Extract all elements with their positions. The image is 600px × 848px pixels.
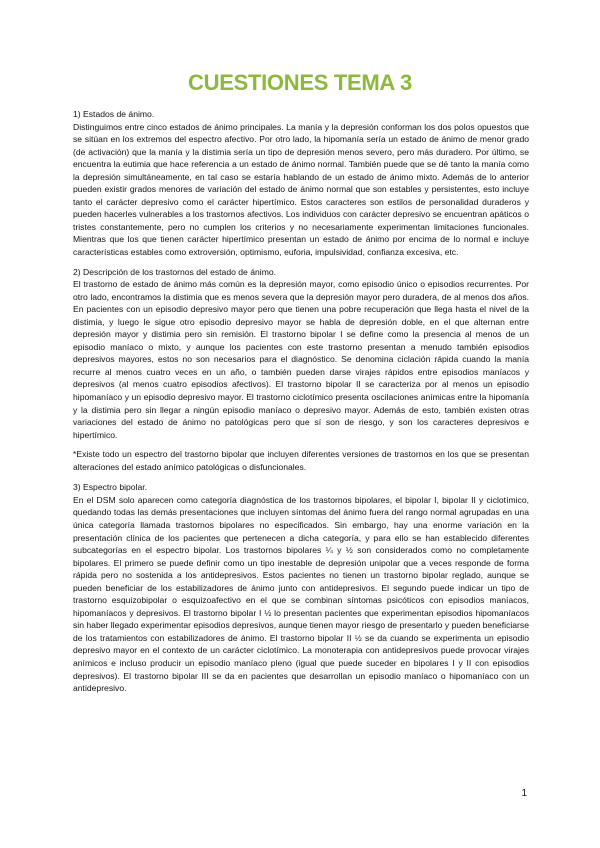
section-estados-de-animo <box>73 108 529 259</box>
section-descripcion-trastornos <box>73 266 529 442</box>
section-heading: 3) Espectro bipolar. <box>73 482 148 493</box>
note-paragraph: *Existe todo un espectro del trastorno bipolar que incluyen diferentes versiones de trastornos en los que se presentan alteraciones del estado anímico patológicas o disfuncionales. <box>73 449 529 472</box>
section-paragraph: En el DSM solo aparecen como categoría diagnóstica de los trastornos bipolares, el bipolar I, bipolar II y ciclotímico, quedando todas las demás presentaciones que incluyen síntomas del ánimo fuera del rango normal agrupadas en una única categoría llamada trastornos bipolares no especificados. Sin embargo, hay una enorme variación en la presentación clínica de los pacientes que pertenecen a dicha categoría, y para ello se han establecido diferentes subcategorías en el espectro bipolar. Los trastornos bipolares ¼ y ½ son considerados como no completamente bipolares. El primero se puede definir como un tipo inestable de depresión unipolar que a veces responde de forma rápida pero no sostenida a los antidepresivos. Estos pacientes no tienen un trastorno bipolar reglado, aunque se pueden beneficiar de los estabilizadores de ánimo junto con antidepresivos. El segundo puede indicar un tipo de trastorno esquizobipolar o esquizoafectivo en el que se combinan síntomas psicóticos con episodios maníacos, hipomaníacos y depresivos. El trastorno bipolar I ½ lo presentan pacientes que experimentan episodios hipomaníacos sin haber llegado experimentar episodios depresivos, aunque tienen mayor riesgo de presentarlo y pueden beneficiarse de los tratamientos con estabilizadores de ánimo. El trastorno bipolar II ½ se da cuando se experimenta un episodio depresivo mayor en el contexto de un carácter ciclotímico. La monoterapia con antidepresivos puede provocar virajes anímicos e incluso producir un episodio maníaco pleno (igual que puede suceder en bipolares I y II con episodios depresivos). El trastorno bipolar III se da en pacientes que desarrollan un episodio maníaco o hipomaníaco con un antidepresivo. <box>73 494 529 694</box>
document-body <box>73 108 529 702</box>
section-heading: 1) Estados de ánimo. <box>73 109 155 119</box>
page-number: 1 <box>521 788 527 799</box>
section-paragraph: Distinguimos entre cinco estados de ánimo principales. La manía y la depresión conforman los dos polos opuestos que se sitúan en los extremos del espectro afectivo. Por otro lado, la hipomanía sería un estado de ánimo de menor grado (de activación) que la manía y la distimia sería un tipo de depresión menos severo, pero más duradero. Por último, se encuentra la eutimia que hace referencia a un estado de ánimo normal. También puede que se dé tanto la manía como la depresión simultáneamente, en tal caso se estaría hablando de un estado de ánimo mixto. Además de lo anterior pueden existir grados menores de variación del estado de ánimo normal que son estables y persistentes, esto incluye tanto el carácter depresivo como el carácter hipertímico. Estos caracteres son estilos de personalidad duraderos y pueden hacerles vulnerables a los trastornos afectivos. Los individuos con carácter depresivo se encuentran apáticos o tristes constantemente, pero no cumplen los criterios y no necesariamente experimentan limitaciones funcionales. Mientras que los que tienen carácter hipertímico presentan un estado de ánimo por encima de lo normal e incluye características estables como extroversión, optimismo, euforia, impulsividad, confianza excesiva, etc. <box>73 121 529 258</box>
section-note <box>73 448 529 473</box>
section-paragraph: El trastorno de estado de ánimo más común es la depresión mayor, como episodio único o episodios recurrentes. Por otro lado, encontramos la distimia que es menos severa que la depresión mayor pero duradera, de al menos dos años. En pacientes con un episodio depresivo mayor pero que tienen una pobre recuperación que llega hasta el nivel de la distimia, y luego le sigue otro episodio depresivo mayor se habla de depresión doble, en el que alternan entre depresión mayor y distimia pero sin remisión. El trastorno bipolar I se define como la presencia al menos de un episodio maníaco o mixto, y aunque los pacientes con este trastorno presentan a menudo también episodios depresivos mayores, estos no son necesarios para el diagnóstico. Se denomina ciclación rápida cuando la manía recurre al menos cuatro veces en un año, o también pueden darse virajes rápidos entre episodios maníacos y depresivos (al menos cuatro episodios afectivos). El trastorno bipolar II se caracteriza por al menos un episodio hipomaníaco y un episodio depresivo mayor. El trastorno ciclotímico presenta oscilaciones anímicas entre la hipomanía y la distimia pero sin llegar a ningún episodio maníaco o depresivo mayor. Además de esto, también existen otras variaciones del estado de ánimo no patológicas pero que sí son de riesgo, y son los caracteres depresivos e hipertímico. <box>73 279 529 440</box>
section-heading: 2) Descripción de los trastornos del estado de ánimo. <box>73 266 277 277</box>
section-espectro-bipolar <box>73 481 529 694</box>
page-title: CUESTIONES TEMA 3 <box>188 70 412 95</box>
